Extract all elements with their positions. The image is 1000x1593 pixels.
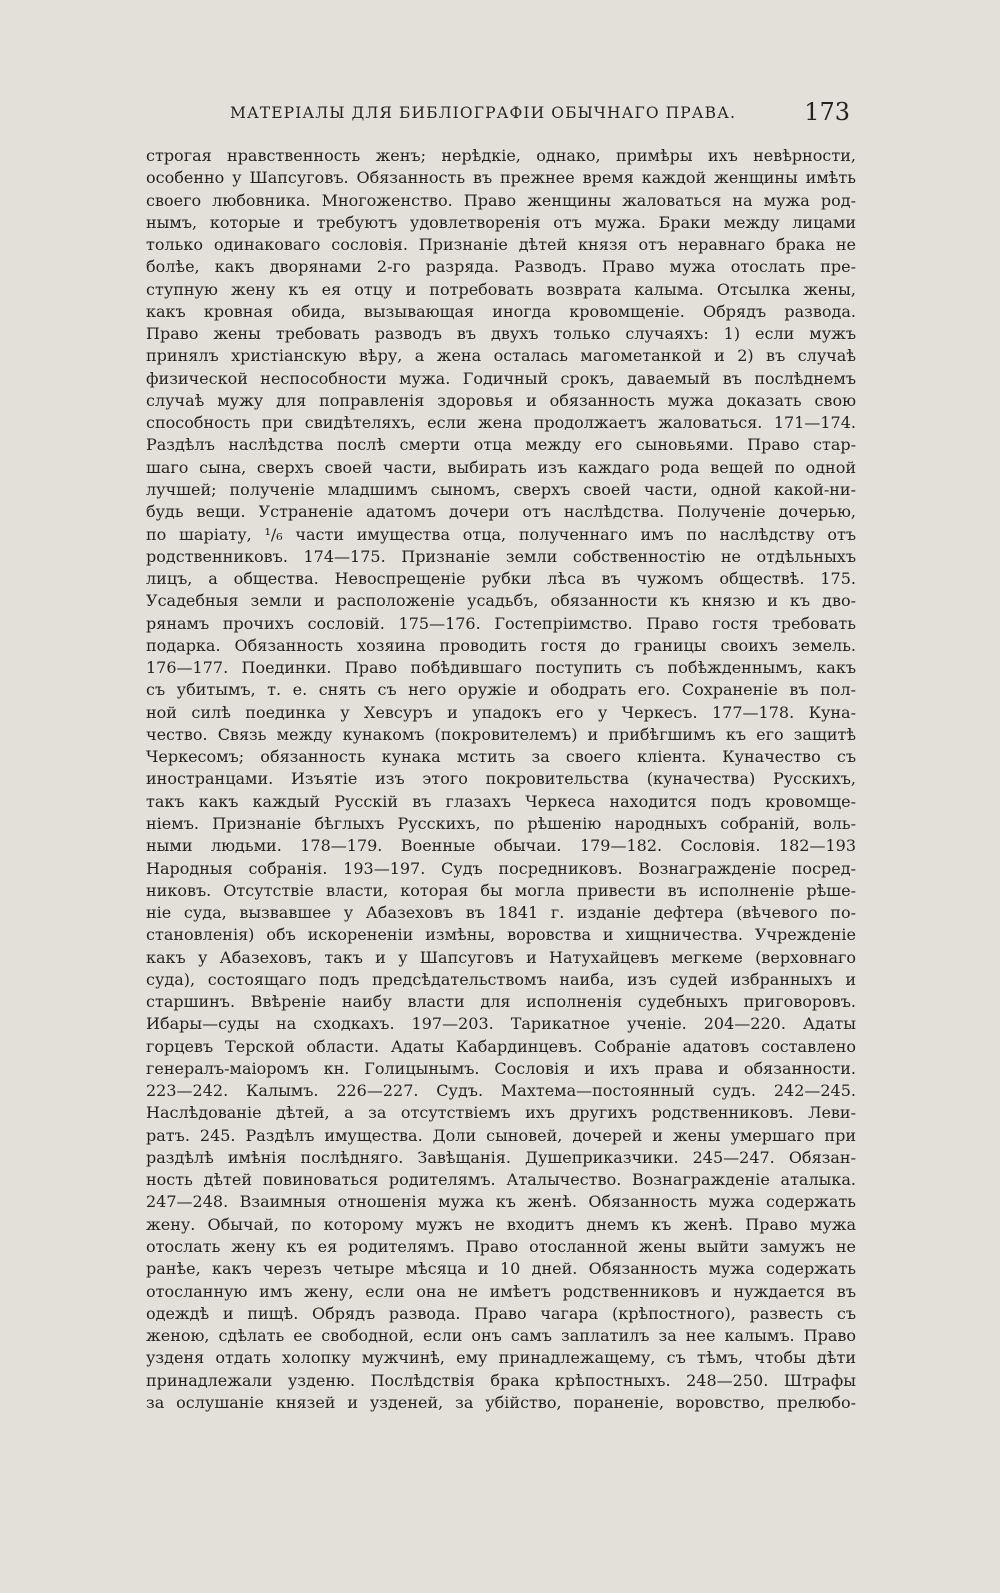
text-line: ными людьми. 178—179. Военные обычаи. 179—182. Сословія. 182—193 — [146, 836, 856, 856]
text-line: случаѣ мужу для поправленія здоровья и обязанность мужа доказать свою — [146, 390, 856, 410]
text-line: генералъ-маіоромъ кн. Голицынымъ. Сословія и ихъ права и обязанности. — [146, 1058, 856, 1078]
text-line: ранѣе, какъ черезъ четыре мѣсяца и 10 дней. Обязанность мужа содержать — [146, 1259, 856, 1279]
text-line: какъ у Абазеховъ, такъ и у Шапсуговъ и Натухайцевъ мегкеме (верховнаго — [146, 947, 856, 967]
page-number: 173 — [804, 98, 850, 126]
text-line: ніемъ. Признаніе бѣглыхъ Русскихъ, по рѣшенію народныхъ собраній, воль- — [146, 813, 856, 833]
text-line: съ убитымъ, т. е. снять съ него оружіе и ободрать его. Сохраненіе въ пол- — [146, 680, 856, 700]
text-line: способность при свидѣтеляхъ, если жена продолжаетъ жаловаться. 171—174. — [146, 413, 856, 433]
text-line: Черкесомъ; обязанность кунака мстить за своего кліента. Куначество съ — [146, 747, 856, 767]
text-line: шаго сына, сверхъ своей части, выбирать изъ каждаго рода вещей по одной — [146, 457, 856, 477]
text-line: особенно у Шапсуговъ. Обязанность въ прежнее время каждой женщины имѣть — [146, 168, 856, 188]
text-line: Усадебныя земли и расположеніе усадьбъ, обязанности къ князю и къ дво- — [146, 591, 856, 611]
text-line: отослать жену къ ея родителямъ. Право отосланной жены выйти замужъ не — [146, 1237, 856, 1257]
text-line: Раздѣлъ наслѣдства послѣ смерти отца между его сыновьями. Право стар- — [146, 435, 856, 455]
text-line: ной силѣ поединка у Хевсуръ и упадокъ его у Черкесъ. 177—178. Куна- — [146, 702, 856, 722]
text-line: будь вещи. Устраненіе адатомъ дочери отъ наслѣдства. Полученіе дочерью, — [146, 502, 856, 522]
text-line: старшинъ. Ввѣреніе наибу власти для исполненія судебныхъ приговоровъ. — [146, 992, 856, 1012]
body-text — [146, 145, 856, 1414]
text-line: лицъ, а общества. Невоспрещеніе рубки лѣса въ чужомъ обществѣ. 175. — [146, 569, 856, 589]
text-line: Ибары—суды на сходкахъ. 197—203. Тарикатное ученіе. 204—220. Адаты — [146, 1014, 856, 1034]
text-line: какъ кровная обида, вызывающая иногда кровомщеніе. Обрядъ развода. — [146, 301, 856, 321]
text-line: суда), состоящаго подъ предсѣдательствомъ наиба, изъ судей избранныхъ и — [146, 969, 856, 989]
text-line: подарка. Обязанность хозяина проводить гостя до границы своихъ земель. — [146, 635, 856, 655]
text-line: ступную жену къ ея отцу и потребовать возврата калыма. Отсылка жены, — [146, 279, 856, 299]
text-line: нымъ, которые и требуютъ удовлетворенія отъ мужа. Браки между лицами — [146, 212, 856, 232]
text-line: болѣе, какъ дворянами 2-го разряда. Разводъ. Право мужа отослать пре- — [146, 257, 856, 277]
text-line: 176—177. Поединки. Право побѣдившаго поступить съ побѣжденнымъ, какъ — [146, 658, 856, 678]
text-line: чество. Связь между кунакомъ (покровителемъ) и прибѣгшимъ къ его защитѣ — [146, 724, 856, 744]
text-line: по шаріату, ¹/₆ части имущества отца, полученнаго имъ по наслѣдству отъ — [146, 524, 856, 544]
text-line: узденя отдать холопку мужчинѣ, ему принадлежащему, съ тѣмъ, чтобы дѣти — [146, 1348, 856, 1368]
text-line: строгая нравственность женъ; нерѣдкіе, однако, примѣры ихъ невѣрности, — [146, 146, 856, 165]
text-line: ніе суда, вызвавшее у Абазеховъ въ 1841 г. изданіе дефтера (вѣчевого по- — [146, 903, 856, 923]
text-line: Народныя собранія. 193—197. Судъ посредниковъ. Вознагражденіе посред- — [146, 858, 856, 878]
text-line: за ослушаніе князей и узденей, за убійство, пораненіе, воровство, прелюбо- — [146, 1392, 856, 1412]
text-line: физической неспособности мужа. Годичный срокъ, даваемый въ послѣднемъ — [146, 368, 856, 388]
text-line: родственниковъ. 174—175. Признаніе земли собственностію не отдѣльныхъ — [146, 546, 856, 566]
text-line: только одинаковаго сословія. Признаніе дѣтей князя отъ неравнаго брака не — [146, 235, 856, 255]
text-line: Право жены требовать разводъ въ двухъ только случаяхъ: 1) если мужъ — [146, 324, 856, 344]
running-title: МАТЕРІАЛЫ ДЛЯ БИБЛІОГРАФІИ ОБЫЧНАГО ПРАВА. — [230, 104, 736, 122]
text-line: принадлежали узденю. Послѣдствія брака крѣпостныхъ. 248—250. Штрафы — [146, 1370, 856, 1390]
text-line: никовъ. Отсутствіе власти, которая бы могла привести въ исполненіе рѣше- — [146, 880, 856, 900]
text-line: становленія) объ искорененіи измѣны, воровства и хищничества. Учрежденіе — [146, 925, 856, 945]
text-line: ратъ. 245. Раздѣлъ имущества. Доли сыновей, дочерей и жены умершаго при — [146, 1125, 856, 1145]
text-line: принялъ христіанскую вѣру, а жена осталась магометанкой и 2) въ случаѣ — [146, 346, 856, 366]
text-line: 223—242. Калымъ. 226—227. Судъ. Махтема—постоянный судъ. 242—245. — [146, 1081, 856, 1101]
text-line: такъ какъ каждый Русскій въ глазахъ Черкеса находится подъ кровомще- — [146, 791, 856, 811]
text-line: горцевъ Терской области. Адаты Кабардинцевъ. Собраніе адатовъ составлено — [146, 1036, 856, 1056]
text-line: своего любовника. Многоженство. Право женщины жаловаться на мужа род- — [146, 190, 856, 210]
text-line: ность дѣтей повиноваться родителямъ. Аталычество. Вознагражденіе аталыка. — [146, 1170, 856, 1190]
text-line: женою, сдѣлать ее свободной, если онъ самъ заплатилъ за нее калымъ. Право — [146, 1326, 856, 1346]
text-line: раздѣлѣ имѣнія послѣдняго. Завѣщанія. Душеприказчики. 245—247. Обязан- — [146, 1147, 856, 1167]
text-line: рянамъ прочихъ сословій. 175—176. Гостепріимство. Право гостя требовать — [146, 613, 856, 633]
text-line: Наслѣдованіе дѣтей, а за отсутствіемъ ихъ другихъ родственниковъ. Леви- — [146, 1103, 856, 1123]
text-line: лучшей; полученіе младшимъ сыномъ, сверхъ своей части, одной какой-ни- — [146, 479, 856, 499]
text-line: одеждѣ и пищѣ. Обрядъ развода. Право чагара (крѣпостного), развесть съ — [146, 1303, 856, 1323]
text-line: 247—248. Взаимныя отношенія мужа къ женѣ. Обязанность мужа содержать — [146, 1192, 856, 1212]
page-header — [230, 100, 850, 130]
text-line: жену. Обычай, по которому мужъ не входитъ днемъ къ женѣ. Право мужа — [146, 1214, 856, 1234]
text-line: иностранцами. Изъятіе изъ этого покровительства (куначества) Русскихъ, — [146, 769, 856, 789]
text-line: отосланную имъ жену, если она не имѣетъ родственниковъ и нуждается въ — [146, 1281, 856, 1301]
